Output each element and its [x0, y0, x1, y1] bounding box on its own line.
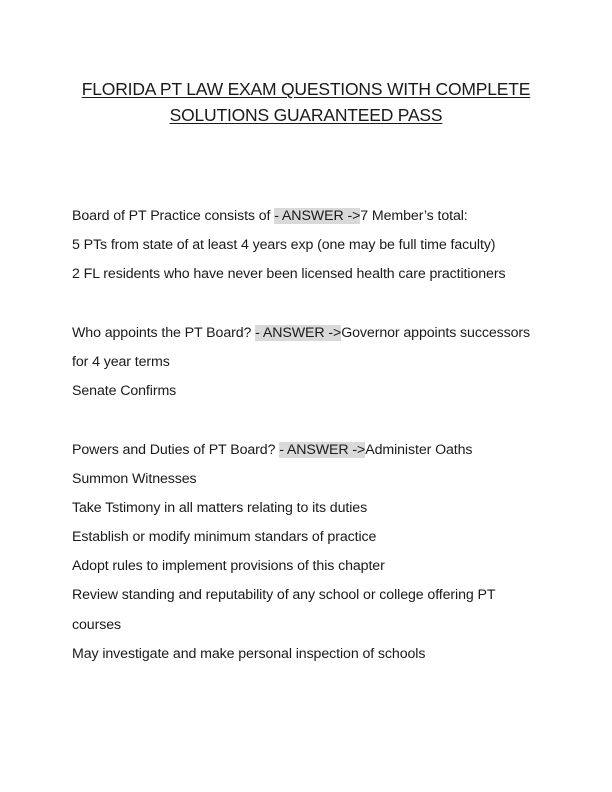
answer-line: Adopt rules to implement provisions of this chapter: [72, 558, 385, 575]
answer-line: May investigate and make personal inspection of schools: [72, 645, 426, 662]
answer-text: Administer Oaths: [365, 441, 473, 458]
answer-marker: - ANSWER ->: [274, 208, 361, 224]
question-text: Board of PT Practice consists of: [72, 208, 275, 224]
answer-text: Governor appoints successors: [341, 324, 531, 341]
answer-line: Summon Witnesses: [72, 470, 197, 487]
answer-line: for 4 year terms: [72, 353, 170, 370]
answer-line: Senate Confirms: [72, 383, 177, 400]
answer-marker: - ANSWER ->: [279, 441, 366, 458]
answer-line: Review standing and reputability of any school or college offering PT: [72, 587, 496, 604]
question-text: Powers and Duties of PT Board?: [72, 441, 280, 458]
qa-question-line: [72, 319, 572, 348]
title-line-1: FLORIDA PT LAW EXAM QUESTIONS WITH COMPLETE: [81, 79, 531, 99]
answer-text: 7 Member’s total:: [360, 208, 468, 224]
answer-line: 5 PTs from state of at least 4 years exp (one may be full time faculty): [72, 237, 496, 254]
answer-line: Establish or modify minimum standars of practice: [72, 529, 377, 546]
qa-question-line: [72, 436, 572, 465]
answer-marker: - ANSWER ->: [255, 324, 342, 341]
spacer: [72, 290, 572, 319]
document-title: [40, 76, 572, 128]
answer-line: courses: [72, 616, 121, 633]
qa-question-line: [72, 202, 572, 231]
question-text: Who appoints the PT Board?: [72, 324, 256, 341]
answer-line: Take Tstimony in all matters relating to its duties: [72, 499, 368, 516]
title-line-2: SOLUTIONS GUARANTEED PASS: [169, 105, 443, 125]
qa-content: [72, 202, 572, 669]
answer-line: 2 FL residents who have never been licensed health care practitioners: [72, 266, 506, 283]
spacer: [72, 406, 572, 435]
